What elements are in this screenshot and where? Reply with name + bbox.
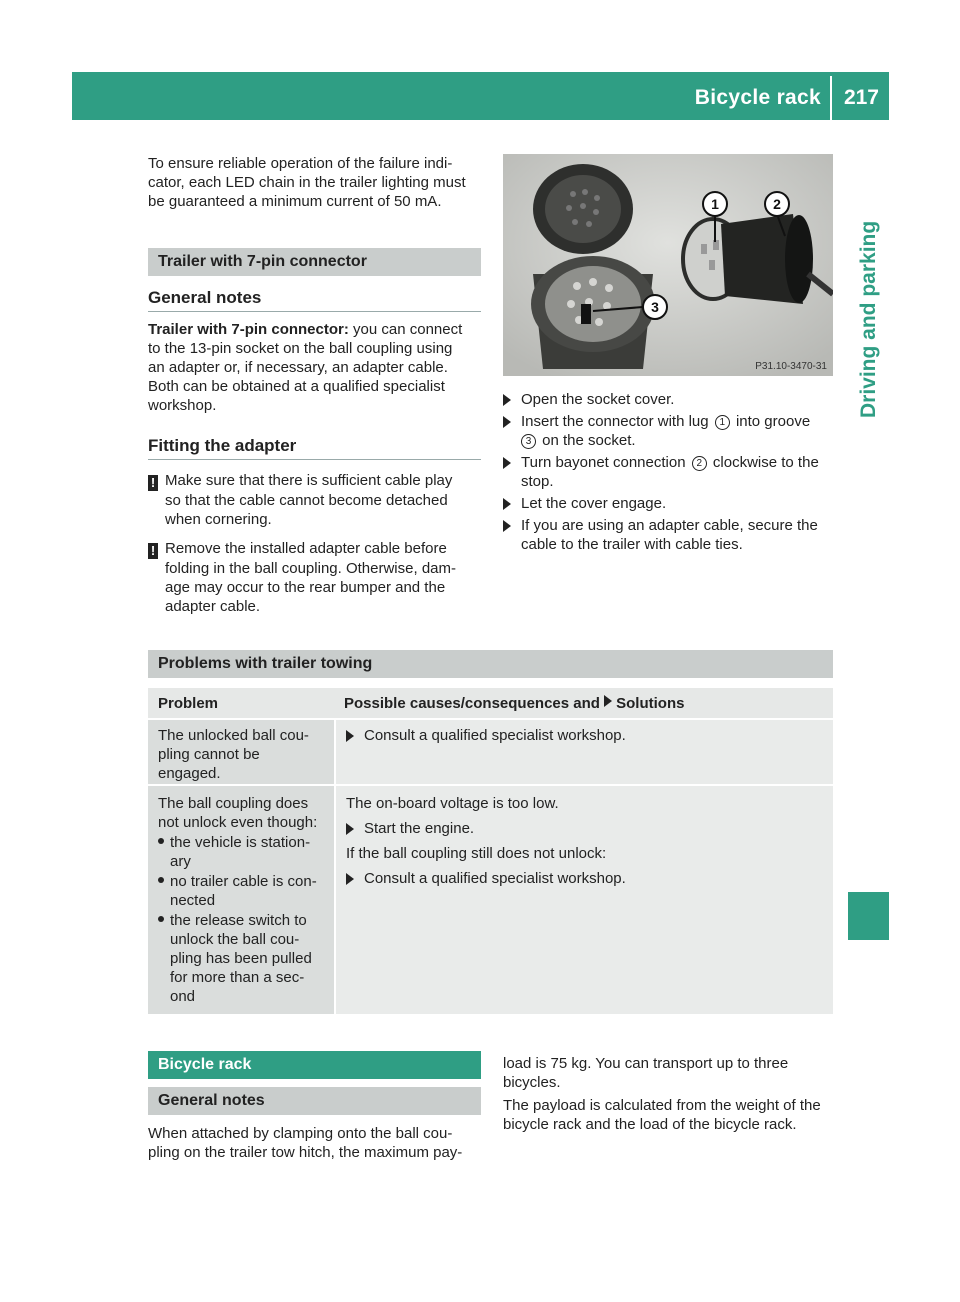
step-arrow-icon <box>503 498 511 510</box>
table-row-2-problem: The ball coupling does not unlock even though: the vehicle is station- ary no trailer cable is con- nected the release switch to unlock the ball cou- pling has been pulled for more than a sec- ond <box>148 786 334 1014</box>
step-arrow-icon <box>346 873 354 885</box>
bullet-icon <box>158 877 164 883</box>
callout-marker-2 <box>765 192 789 216</box>
table-header-row <box>148 688 833 718</box>
page-header-bar <box>72 72 889 120</box>
step-arrow-icon <box>503 394 511 406</box>
bicycle-load-paragraph: load is 75 kg. You can transport up to three bicycles. The payload is calculated from the weight of the bicycle rack and the load of the bicycle rack. <box>503 1055 821 1133</box>
step-secure-cable: If you are using an adapter cable, secure the cable to the trailer with cable ties. <box>503 516 838 554</box>
fitting-adapter-heading: Fitting the adapter <box>148 436 297 455</box>
svg-text:3: 3 <box>651 299 659 315</box>
trailer-bold-label: Trailer with 7-pin connector: <box>148 321 349 338</box>
trailer-socket-photo <box>503 154 833 376</box>
section-trailer-7pin: Trailer with 7-pin connector <box>148 248 481 276</box>
table-row-2-solution: The on-board voltage is too low. Start the engine. If the ball coupling still does not unlock: Consult a qualified specialist workshop. <box>336 786 833 1014</box>
warning-icon: ! <box>148 475 158 491</box>
general-notes-heading: General notes <box>148 288 262 307</box>
heading-rule <box>148 311 481 312</box>
warning-note-2: ! Remove the installed adapter cable before folding in the ball coupling. Otherwise, dam- age may occur to the rear bumper and the adapter cable. <box>148 539 488 616</box>
warning-icon: ! <box>148 543 158 559</box>
step-arrow-icon <box>346 730 354 742</box>
page-number: 217 <box>843 86 879 109</box>
step-open-cover: Open the socket cover. <box>503 390 838 409</box>
bicycle-intro-paragraph: When attached by clamping onto the ball cou- pling on the trailer tow hitch, the maximum pay- <box>148 1125 463 1161</box>
problem-bullet-item: no trailer cable is con- nected <box>158 872 324 910</box>
step-arrow-icon <box>503 457 511 469</box>
section-bicycle-rack: Bicycle rack <box>148 1051 481 1079</box>
section-problems-trailer: Problems with trailer towing <box>148 650 833 678</box>
header-divider <box>830 76 832 120</box>
marker-1-icon: 1 <box>715 415 730 430</box>
trailer-paragraph: Trailer with 7-pin connector: you can connect to the 13-pin socket on the ball coupling using an adapter or, if necessary, an adapter cable. Both can be obtained at a qualified specialist workshop. <box>148 321 463 414</box>
step-arrow-icon <box>503 416 511 428</box>
intro-paragraph: To ensure reliable operation of the failure indi- cator, each LED chain in the trailer lighting must be guaranteed a minimum current of 50 mA. <box>148 155 466 210</box>
callout-marker-1 <box>703 192 727 216</box>
step-cover-engage: Let the cover engage. <box>503 494 838 513</box>
warning-note-1: ! Make sure that there is sufficient cable play so that the cable cannot become detached when cornering. <box>148 471 488 529</box>
procedure-steps <box>503 390 838 554</box>
bullet-icon <box>158 838 164 844</box>
page-header-title: Bicycle rack <box>694 86 821 109</box>
step-arrow-icon <box>503 520 511 532</box>
step-insert-connector: Insert the connector with lug 1 into groove 3 on the socket. <box>503 412 838 450</box>
callout-marker-3 <box>643 295 667 319</box>
heading-rule <box>148 459 481 460</box>
socket-connector-illustration <box>503 154 833 376</box>
chapter-side-tab: Driving and parking <box>857 220 880 418</box>
svg-text:2: 2 <box>773 196 781 212</box>
table-row-1-solution: Consult a qualified specialist workshop. <box>336 720 833 784</box>
problem-bullet-item: the vehicle is station- ary <box>158 833 324 871</box>
left-column <box>148 154 483 211</box>
general-notes-section: General notes <box>148 1087 481 1115</box>
col-solutions-header: Possible causes/consequences and Solutions <box>344 695 685 712</box>
step-arrow-icon <box>346 823 354 835</box>
arrow-icon <box>604 695 612 707</box>
step-turn-bayonet: Turn bayonet connection 2 clockwise to the stop. <box>503 453 838 491</box>
chapter-marker-block <box>848 892 889 940</box>
problem-bullet-item: the release switch to unlock the ball cou- pling has been pulled for more than a sec- ond <box>158 911 324 1006</box>
marker-3-icon: 3 <box>521 434 536 449</box>
marker-2-icon: 2 <box>692 456 707 471</box>
table-row-1-problem: The unlocked ball cou- pling cannot be engaged. <box>148 720 334 784</box>
bullet-icon <box>158 916 164 922</box>
svg-text:1: 1 <box>711 196 719 212</box>
photo-code: P31.10-3470-31 <box>755 361 827 372</box>
col-problem-header: Problem <box>158 695 219 712</box>
